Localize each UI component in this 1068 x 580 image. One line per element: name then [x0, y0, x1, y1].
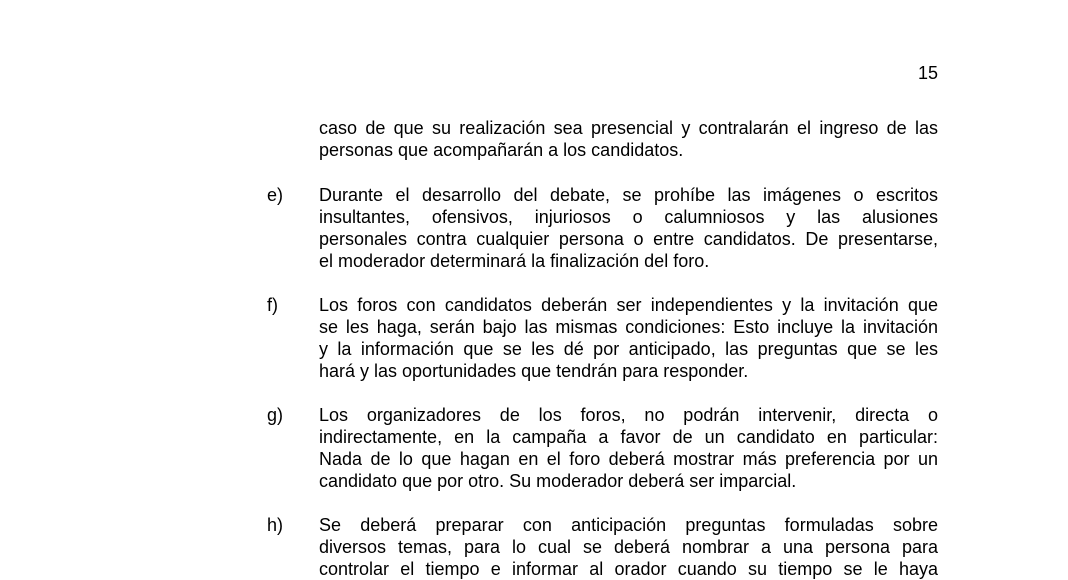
paragraph-line: candidato que por otro. Su moderador deberá ser imparcial.: [319, 471, 797, 491]
paragraph-line: hará y las oportunidades que tendrán para responder.: [319, 361, 749, 381]
paragraph-line: y la información que se les dé por anticipado, las preguntas que se les: [319, 339, 938, 359]
paragraph-line: Se deberá preparar con anticipación preguntas formuladas sobre: [319, 515, 938, 535]
list-item-label-g: g): [267, 405, 284, 425]
list-item-h: [319, 514, 938, 580]
paragraph-line: Los organizadores de los foros, no podrán intervenir, directa o: [319, 405, 938, 425]
paragraph-line: diversos temas, para lo cual se deberá nombrar a una persona para: [319, 537, 938, 557]
paragraph-line: personas que acompañarán a los candidatos.: [319, 140, 684, 160]
paragraph-line: Los foros con candidatos deberán ser independientes y la invitación que: [319, 295, 938, 315]
paragraph-line: el moderador determinará la finalización del foro.: [319, 251, 710, 271]
paragraph-line: se les haga, serán bajo las mismas condiciones: Esto incluye la invitación: [319, 317, 938, 337]
paragraph-line: Durante el desarrollo del debate, se prohíbe las imágenes o escritos: [319, 185, 938, 205]
list-item-e: [319, 184, 938, 272]
paragraph-line: caso de que su realización sea presencial y contralarán el ingreso de las: [319, 118, 938, 138]
paragraph-line: insultantes, ofensivos, injuriosos o calumniosos y las alusiones: [319, 207, 938, 227]
paragraph-line: Nada de lo que hagan en el foro deberá mostrar más preferencia por un: [319, 449, 938, 469]
list-item-label-h: h): [267, 515, 284, 535]
list-item-f: [319, 294, 938, 382]
paragraph-line: indirectamente, en la campaña a favor de un candidato en particular:: [319, 427, 938, 447]
paragraph-line: personales contra cualquier persona o entre candidatos. De presentarse,: [319, 229, 938, 249]
list-item-label-f: f): [267, 295, 278, 315]
page-number: 15: [917, 63, 938, 83]
continuation-paragraph: [319, 117, 938, 161]
list-item-label-e: e): [267, 185, 284, 205]
list-item-g: [319, 404, 938, 492]
paragraph-line: controlar el tiempo e informar al orador cuando su tiempo se le haya: [319, 559, 938, 579]
